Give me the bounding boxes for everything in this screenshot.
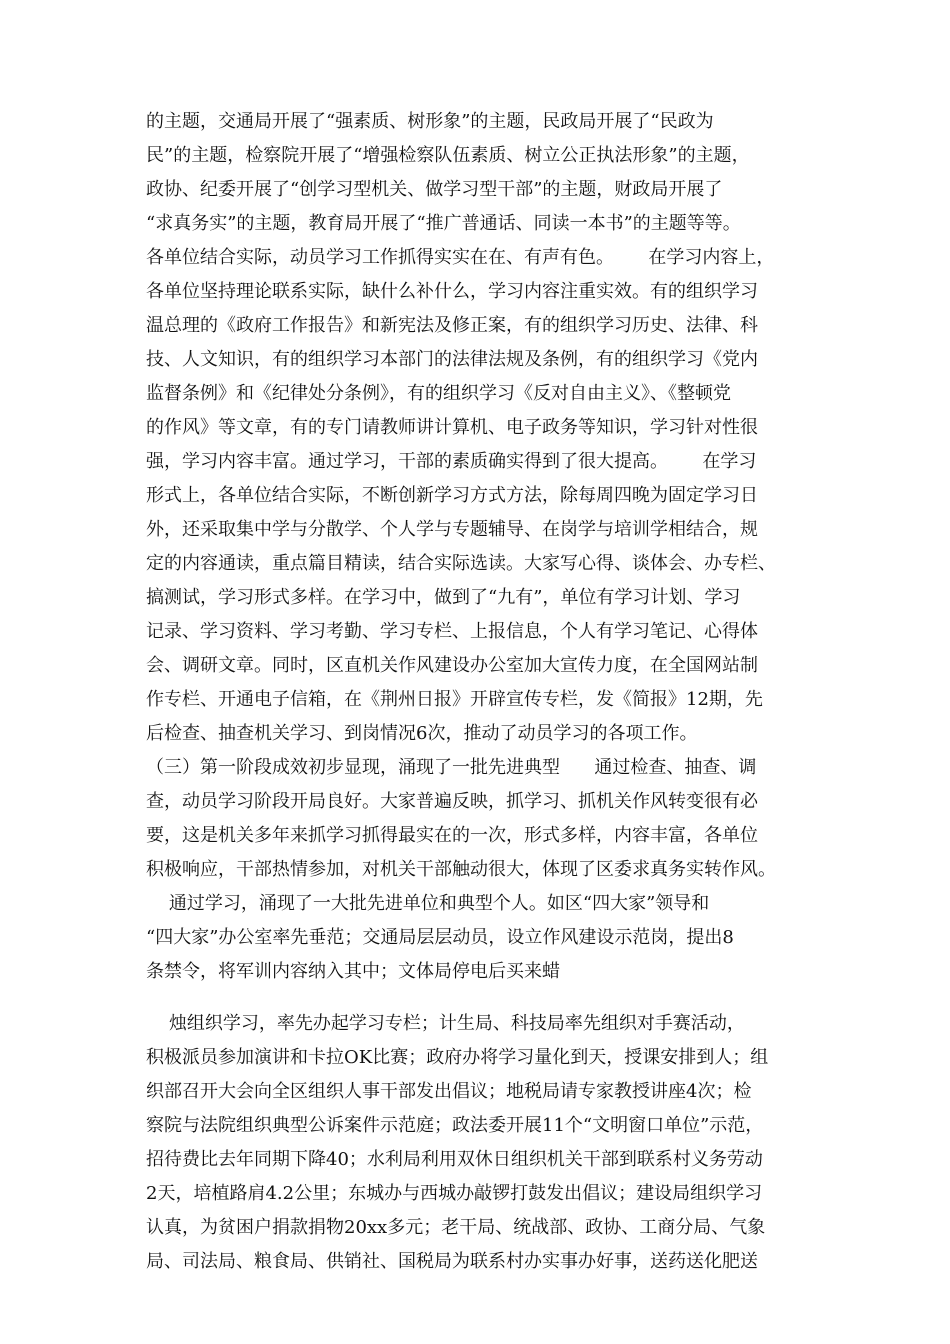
paragraph-line: 搞测试，学习形式多样。在学习中，做到了“九有”，单位有学习计划、学习 [146,587,741,608]
paragraph-line: 2天，培植路肩4.2公里；东城办与西城办敲锣打鼓发出倡议；建设局组织学习 [146,1183,763,1204]
paragraph-line: 局、司法局、粮食局、供销社、国税局为联系村办实事办好事，送药送化肥送 [146,1251,758,1272]
paragraph-line: “四大家”办公室率先垂范；交通局层层动员，设立作风建设示范岗，提出8 [146,927,734,948]
paragraph-line: 的作风》等文章，有的专门请教师讲计算机、电子政务等知识，学习针对性很 [146,417,758,438]
paragraph-line: 织部召开大会向全区组织人事干部发出倡议；地税局请专家教授讲座4次；检 [146,1081,752,1102]
paragraph-line: 温总理的《政府工作报告》和新宪法及修正案，有的组织学习历史、法律、科 [146,315,758,336]
paragraph-line: （三）第一阶段成效初步显现，涌现了一批先进典型 通过检查、抽查、调 [146,757,757,778]
paragraph-line: “求真务实”的主题，教育局开展了“推广普通话、同读一本书”的主题等等。 [146,213,741,234]
paragraph-line: 积极响应，干部热情参加，对机关干部触动很大，体现了区委求真务实转作风。 [146,859,776,880]
paragraph-line: 技、人文知识，有的组织学习本部门的法律法规及条例，有的组织学习《党内 [146,349,758,370]
paragraph-line: 通过学习，涌现了一大批先进单位和典型个人。如区“四大家”领导和 [146,893,710,914]
paragraph-line: 各单位结合实际，动员学习工作抓得实实在在、有声有色。 在学习内容上， [146,247,775,268]
paragraph-line: 积极派员参加演讲和卡拉OK比赛；政府办将学习量化到天，授课安排到人；组 [146,1047,769,1068]
paragraph-line: 监督条例》和《纪律处分条例》，有的组织学习《反对自由主义》、《整顿党 [146,383,731,404]
paragraph-line: 各单位坚持理论联系实际，缺什么补什么，学习内容注重实效。有的组织学习 [146,281,758,302]
paragraph-line: 外，还采取集中学与分散学、个人学与专题辅导、在岗学与培训学相结合，规 [146,519,758,540]
paragraph-line: 条禁令，将军训内容纳入其中；文体局停电后买来蜡 [146,961,560,982]
paragraph-line: 认真，为贫困户捐款捐物20xx多元；老干局、统战部、政协、工商分局、气象 [146,1217,766,1238]
paragraph-line: 作专栏、开通电子信箱，在《荆州日报》开辟宣传专栏，发《简报》12期，先 [146,689,763,710]
paragraph-line: 查，动员学习阶段开局良好。大家普遍反映，抓学习、抓机关作风转变很有必 [146,791,758,812]
paragraph-line: 会、调研文章。同时，区直机关作风建设办公室加大宣传力度，在全国网站制 [146,655,758,676]
paragraph-line: 后检查、抽查机关学习、到岗情况6次，推动了动员学习的各项工作。 [146,723,698,744]
paragraph-line: 记录、学习资料、学习考勤、学习专栏、上报信息，个人有学习笔记、心得体 [146,621,758,642]
paragraph-line: 烛组织学习，率先办起学习专栏；计生局、科技局率先组织对手赛活动， [146,1013,745,1034]
paragraph-line: 要，这是机关多年来抓学习抓得最实在的一次，形式多样，内容丰富，各单位 [146,825,758,846]
paragraph-line: 民”的主题，检察院开展了“增强检察队伍素质、树立公正执法形象”的主题， [146,145,750,166]
paragraph-line: 察院与法院组织典型公诉案件示范庭；政法委开展11个“文明窗口单位”示范， [146,1115,764,1136]
paragraph-line: 定的内容通读，重点篇目精读，结合实际选读。大家写心得、谈体会、办专栏、 [146,553,776,574]
paragraph-line: 强，学习内容丰富。通过学习，干部的素质确实得到了很大提高。 在学习 [146,451,757,472]
paragraph-line: 形式上，各单位结合实际，不断创新学习方式方法，除每周四晚为固定学习日 [146,485,758,506]
paragraph-line: 政协、纪委开展了“创学习型机关、做学习型干部”的主题，财政局开展了 [146,179,723,200]
paragraph-line: 招待费比去年同期下降40；水利局利用双休日组织机关干部到联系村义务劳动 [146,1149,763,1170]
paragraph-line: 的主题，交通局开展了“强素质、树形象”的主题，民政局开展了“民政为 [146,111,714,132]
